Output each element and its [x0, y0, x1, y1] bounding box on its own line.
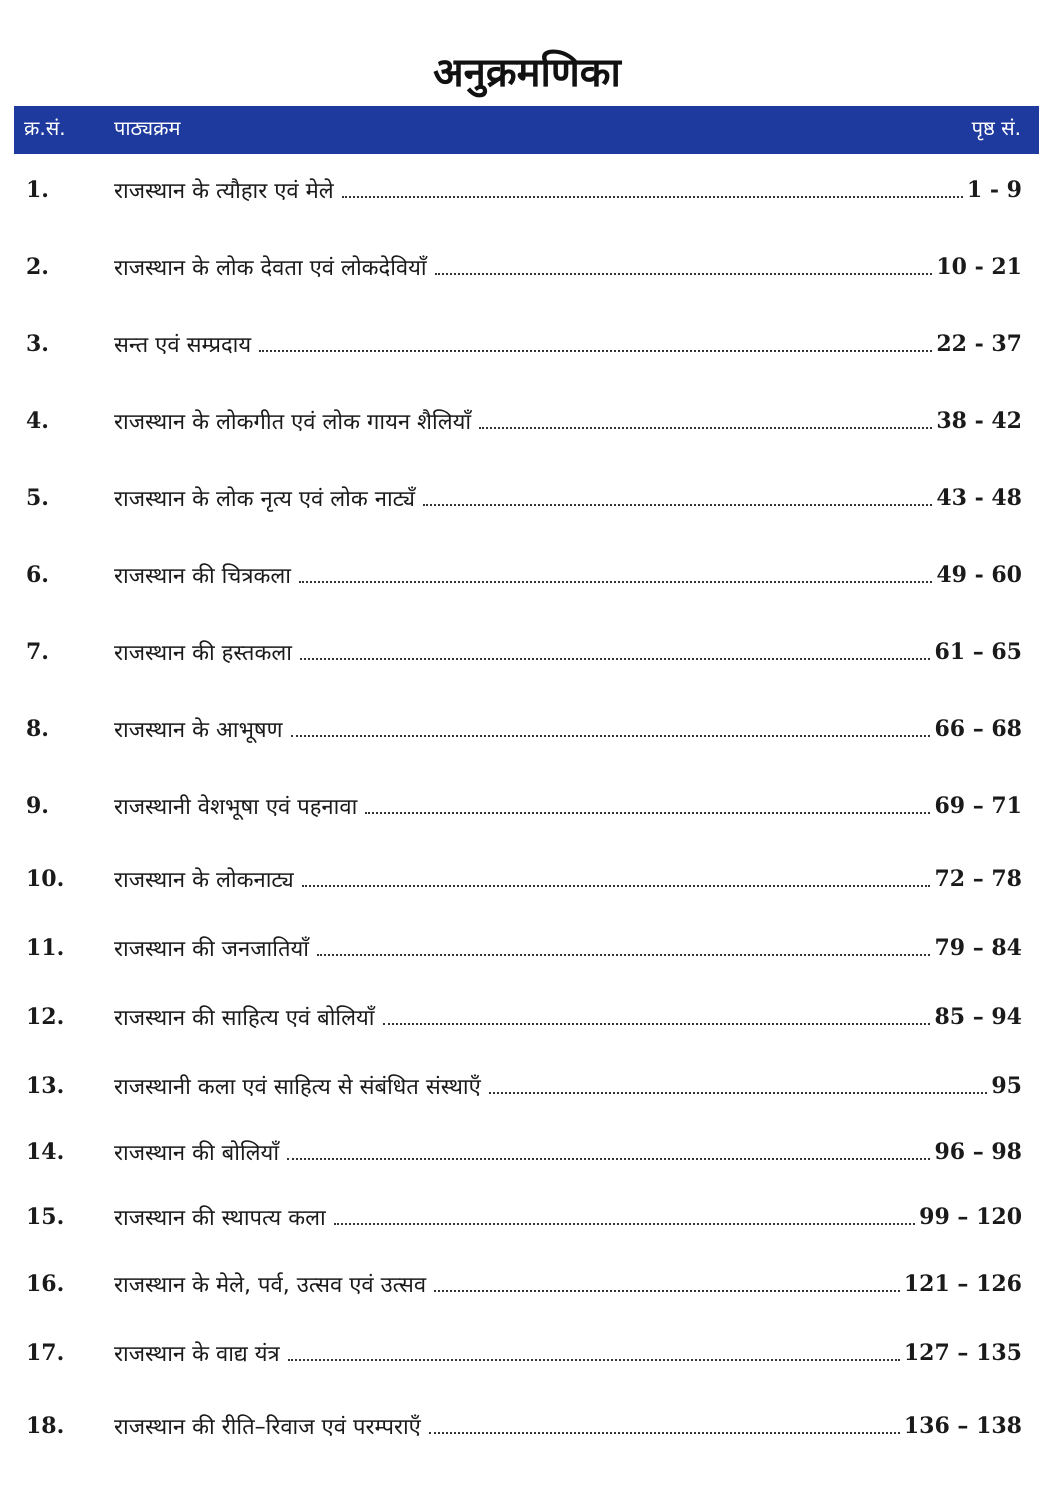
entry-title: राजस्थान की साहित्य एवं बोलियाँ: [114, 1006, 375, 1031]
table-row: [0, 995, 1054, 1039]
table-row: [0, 476, 1054, 520]
entry-pages: 121 – 126: [903, 1271, 1022, 1297]
table-row: [0, 784, 1054, 828]
entry-pages: 66 – 68: [934, 716, 1022, 742]
table-row: [0, 1130, 1054, 1174]
entry-pages: 1 - 9: [966, 177, 1022, 203]
entry-pages: 61 – 65: [934, 639, 1022, 665]
table-row: [0, 707, 1054, 751]
entry-number: 4.: [26, 408, 49, 434]
entry-number: 5.: [26, 485, 49, 511]
entry-pages: 85 – 94: [934, 1004, 1022, 1030]
entry-number: 8.: [26, 716, 49, 742]
dot-leader: [423, 504, 932, 506]
entry-number: 18.: [26, 1413, 65, 1439]
entry-pages: 99 – 120: [919, 1204, 1022, 1230]
entry-pages: 127 – 135: [903, 1340, 1022, 1366]
entry-number: 12.: [26, 1004, 65, 1030]
header-serial-number: क्र.सं.: [24, 116, 66, 140]
entry-pages: 95: [991, 1073, 1022, 1099]
entry-number: 9.: [26, 793, 49, 819]
dot-leader: [365, 812, 930, 814]
entry-number: 16.: [26, 1271, 65, 1297]
dot-leader: [300, 658, 930, 660]
dot-leader: [291, 735, 931, 737]
entry-title: राजस्थान की जनजातियाँ: [114, 937, 309, 962]
entry-number: 3.: [26, 331, 49, 357]
entry-number: 2.: [26, 254, 49, 280]
dot-leader: [489, 1092, 988, 1094]
entry-pages: 136 – 138: [903, 1413, 1022, 1439]
table-row: [0, 399, 1054, 443]
entry-pages: 72 – 78: [934, 866, 1022, 892]
entry-title: राजस्थान की स्थापत्य कला: [114, 1206, 326, 1231]
entry-number: 17.: [26, 1340, 65, 1366]
entry-number: 10.: [26, 866, 65, 892]
dot-leader: [334, 1223, 915, 1225]
entry-title: राजस्थान की चित्रकला: [114, 564, 292, 589]
entry-number: 1.: [26, 177, 49, 203]
entry-pages: 69 – 71: [934, 793, 1022, 819]
entry-title: राजस्थान के आभूषण: [114, 718, 283, 743]
table-row: [0, 245, 1054, 289]
dot-leader: [435, 273, 933, 275]
entry-number: 14.: [26, 1139, 65, 1165]
entry-title: राजस्थान के लोकगीत एवं लोक गायन शैलियाँ: [114, 410, 472, 435]
dot-leader: [479, 427, 932, 429]
table-row: [0, 1404, 1054, 1448]
entry-title: राजस्थान के मेले, पर्व, उत्सव एवं उत्सव: [114, 1273, 427, 1298]
entry-title: राजस्थान की रीति–रिवाज एवं परम्पराएँ: [114, 1415, 421, 1440]
entry-number: 7.: [26, 639, 49, 665]
dot-leader: [259, 350, 932, 352]
page-title: अनुक्रमणिका: [433, 50, 621, 96]
dot-leader: [429, 1432, 900, 1434]
entry-title: राजस्थान की बोलियाँ: [114, 1141, 280, 1166]
header-course: पाठ्यक्रम: [114, 116, 181, 140]
dot-leader: [299, 581, 932, 583]
table-header: [14, 106, 1039, 154]
table-row: [0, 553, 1054, 597]
dot-leader: [383, 1023, 931, 1025]
table-row: [0, 1064, 1054, 1108]
entry-title: सन्त एवं सम्प्रदाय: [114, 333, 252, 358]
entry-number: 11.: [26, 935, 65, 961]
entry-title: राजस्थान की हस्तकला: [114, 641, 292, 666]
table-row: [0, 630, 1054, 674]
entry-pages: 79 – 84: [934, 935, 1022, 961]
table-row: [0, 322, 1054, 366]
entry-title: राजस्थान के वाद्य यंत्र: [114, 1342, 280, 1367]
entry-pages: 38 - 42: [936, 408, 1022, 434]
dot-leader: [302, 885, 931, 887]
table-row: [0, 926, 1054, 970]
dot-leader: [342, 196, 963, 198]
entry-title: राजस्थान के लोक नृत्य एवं लोक नाट्यँ: [114, 487, 415, 512]
dot-leader: [287, 1158, 930, 1160]
dot-leader: [434, 1290, 900, 1292]
entry-title: राजस्थान के लोक देवता एवं लोकदेवियाँ: [114, 256, 427, 281]
table-row: [0, 1195, 1054, 1239]
entry-title: राजस्थान के लोकनाट्य: [114, 868, 294, 893]
entry-pages: 10 - 21: [936, 254, 1022, 280]
dot-leader: [288, 1359, 900, 1361]
dot-leader: [317, 954, 931, 956]
table-row: [0, 168, 1054, 212]
table-row: [0, 1262, 1054, 1306]
entry-title: राजस्थानी कला एवं साहित्य से संबंधित संस्थाएँ: [114, 1075, 481, 1100]
entry-pages: 22 - 37: [936, 331, 1022, 357]
entry-pages: 43 - 48: [936, 485, 1022, 511]
table-row: [0, 1331, 1054, 1375]
entry-title: राजस्थान के त्यौहार एवं मेले: [114, 179, 334, 204]
entry-pages: 49 - 60: [936, 562, 1022, 588]
entry-number: 6.: [26, 562, 49, 588]
entry-number: 15.: [26, 1204, 65, 1230]
table-row: [0, 857, 1054, 901]
entry-number: 13.: [26, 1073, 65, 1099]
entry-pages: 96 – 98: [934, 1139, 1022, 1165]
entry-title: राजस्थानी वेशभूषा एवं पहनावा: [114, 795, 358, 820]
header-page-number: पृष्ठ सं.: [971, 116, 1021, 140]
